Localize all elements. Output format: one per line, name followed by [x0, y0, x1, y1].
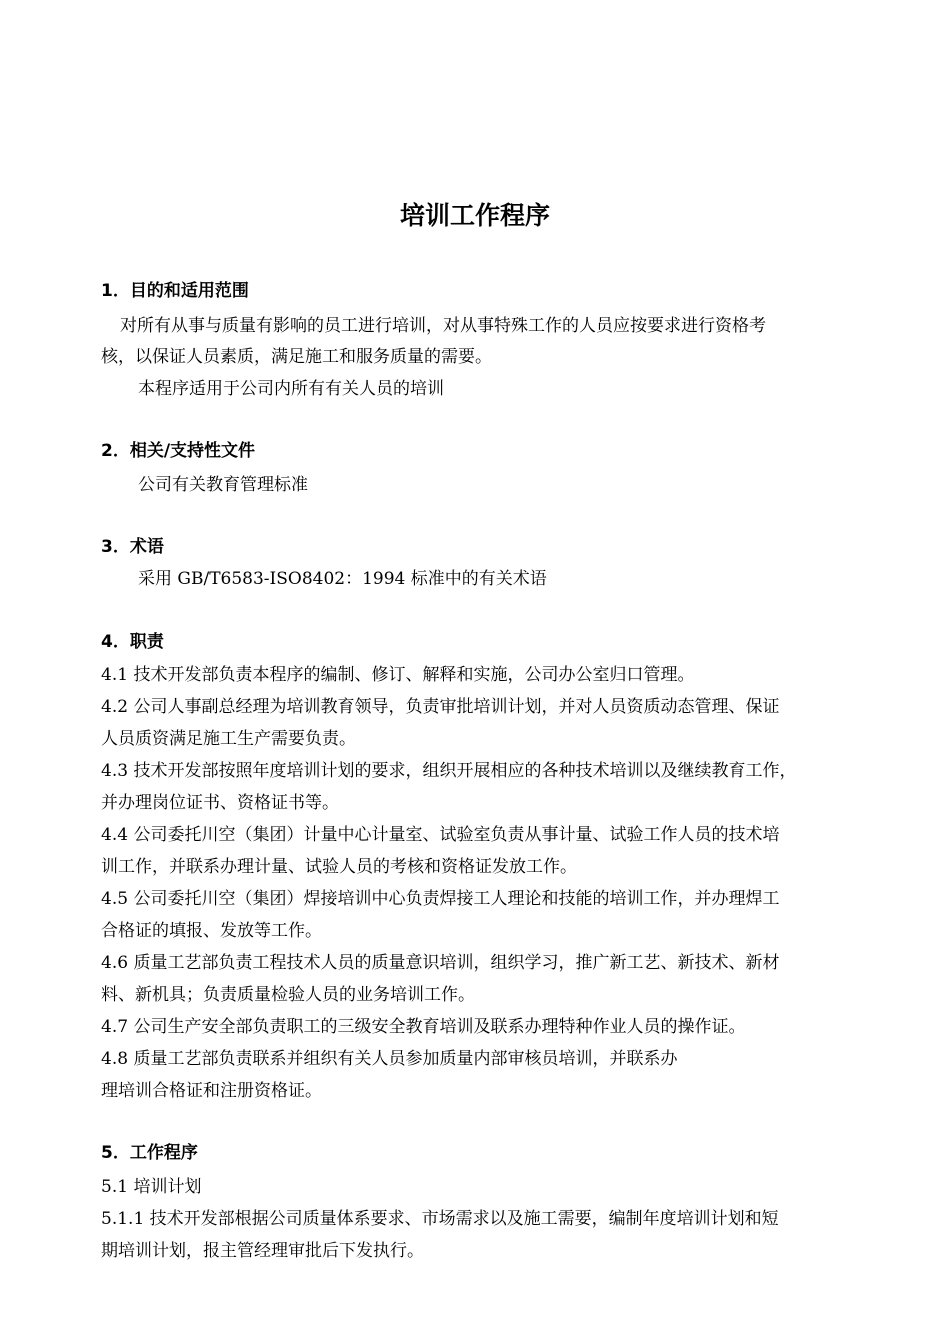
duty-item-continuation: 训工作，并联系办理计量、试验人员的考核和资格证发放工作。 — [101, 857, 577, 877]
duty-item-continuation: 料、新机具；负责质量检验人员的业务培训工作。 — [101, 985, 475, 1005]
duty-item: 4.2 公司人事副总经理为培训教育领导，负责审批培训计划，并对人员资质动态管理、保证 — [101, 697, 780, 717]
duty-item-continuation: 并办理岗位证书、资格证书等。 — [101, 793, 339, 813]
procedure-item: 5.1.1 技术开发部根据公司质量体系要求、市场需求以及施工需要，编制年度培训计划和短 — [101, 1209, 779, 1229]
duty-item: 4.8 质量工艺部负责联系并组织有关人员参加质量内部审核员培训，并联系办 — [101, 1049, 678, 1069]
document-title: 培训工作程序 — [399, 201, 550, 230]
section-1-heading: 1．目的和适用范围 — [101, 281, 249, 301]
subsection-heading: 5.1 培训计划 — [101, 1177, 202, 1197]
duty-item-continuation: 人员质资满足施工生产需要负责。 — [101, 729, 356, 749]
duty-item-continuation: 理培训合格证和注册资格证。 — [101, 1081, 322, 1101]
section-3-heading: 3．术语 — [101, 537, 164, 557]
duty-item: 4.6 质量工艺部负责工程技术人员的质量意识培训，组织学习，推广新工艺、新技术、新材 — [101, 953, 780, 973]
section-2-paragraph: 公司有关教育管理标准 — [138, 475, 308, 495]
section-1-paragraph-line: 对所有从事与质量有影响的员工进行培训，对从事特殊工作的人员应按要求进行资格考 — [120, 316, 766, 336]
duty-item: 4.7 公司生产安全部负责职工的三级安全教育培训及联系办理特种作业人员的操作证。 — [101, 1017, 746, 1037]
procedure-item-continuation: 期培训计划，报主管经理审批后下发执行。 — [101, 1241, 424, 1261]
duty-item: 4.3 技术开发部按照年度培训计划的要求，组织开展相应的各种技术培训以及继续教育工作， — [101, 761, 797, 781]
section-4-heading: 4．职责 — [101, 632, 164, 652]
section-5-heading: 5．工作程序 — [101, 1143, 198, 1163]
duty-item: 4.1 技术开发部负责本程序的编制、修订、解释和实施，公司办公室归口管理。 — [101, 665, 695, 685]
section-1-paragraph-line: 核，以保证人员素质，满足施工和服务质量的需要。 — [101, 347, 492, 367]
section-3-paragraph: 采用 GB/T6583-ISO8402：1994 标准中的有关术语 — [138, 569, 547, 589]
section-1-scope-line: 本程序适用于公司内所有有关人员的培训 — [138, 379, 444, 399]
section-2-heading: 2．相关/支持性文件 — [101, 441, 256, 461]
duty-item: 4.5 公司委托川空（集团）焊接培训中心负责焊接工人理论和技能的培训工作，并办理焊工 — [101, 889, 780, 909]
duty-item-continuation: 合格证的填报、发放等工作。 — [101, 921, 322, 941]
duty-item: 4.4 公司委托川空（集团）计量中心计量室、试验室负责从事计量、试验工作人员的技术培 — [101, 825, 780, 845]
